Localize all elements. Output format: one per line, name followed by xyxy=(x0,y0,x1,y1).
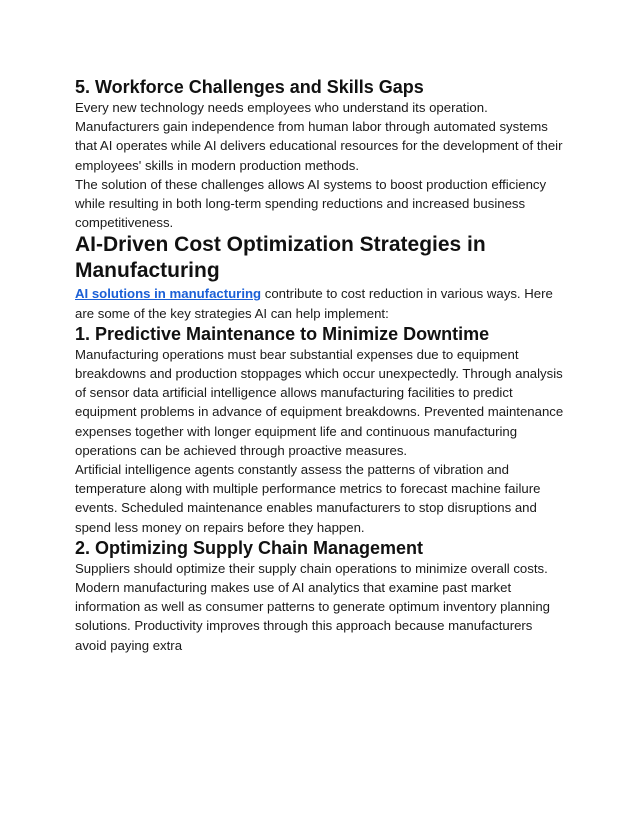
paragraph-workforce-2: The solution of these challenges allows AI systems to boost production efficiency while resulting in both long-term spending reductions and increased business competitiveness. xyxy=(75,176,547,231)
paragraph-predictive-2: Artificial intelligence agents constantly assess the patterns of vibration and temperature along with multiple performance metrics to forecast machine failure events. Scheduled maintenance enables manufacturers to stop disruptions and spend less money on repairs before they happen. xyxy=(75,462,541,535)
paragraph-predictive-1: Manufacturing operations must bear substantial expenses due to equipment breakdowns and production stoppages which occur unexpectedly. Through analysis of sensor data artificial intelligence allows manufacturing facilities to predict equipment problems in advance of equipment breakdowns. Prevented maintenance expenses together with longer equipment life and continuous manufacturing operations can be achieved through proactive measures. xyxy=(75,346,564,458)
section-heading-strategies: AI-Driven Cost Optimization Strategies in Manufacturing xyxy=(75,233,486,283)
section-heading-supply-chain: 2. Optimizing Supply Chain Management xyxy=(75,537,424,558)
paragraph-supply-chain-1: Suppliers should optimize their supply chain operations to minimize overall costs. Modern manufacturing makes use of AI analytics that examine past market information as well as consumer patterns to generate optimum inventory planning solutions. Productivity improves through this approach because manufacturers avoid paying extra xyxy=(75,560,551,653)
intro-text: contribute to cost reduction in various ways. Here are some of the key strategies AI can help implement: xyxy=(75,286,553,321)
ai-solutions-link[interactable]: AI solutions in manufacturing xyxy=(75,286,262,302)
paragraph-strategies-intro xyxy=(75,284,567,322)
document-page xyxy=(75,76,567,655)
section-heading-workforce: 5. Workforce Challenges and Skills Gaps xyxy=(75,77,424,97)
paragraph-workforce-1: Every new technology needs employees who understand its operation. Manufacturers gain independence from human labor through automated systems that AI operates while AI delivers educational resources for the development of their employees' skills in modern production methods. xyxy=(75,100,563,173)
section-heading-predictive-maintenance: 1. Predictive Maintenance to Minimize Downtime xyxy=(75,323,490,344)
